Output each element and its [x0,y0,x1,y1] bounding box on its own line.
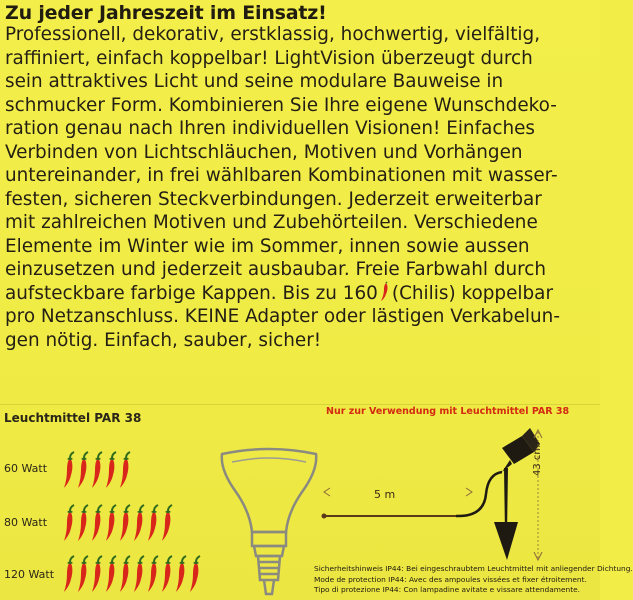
chili-icon [160,504,174,542]
chili-row-120 [62,555,202,593]
cable-length-label: 5 m [374,488,396,501]
safety-line-it: Tipo di protezione IP44: Con lampadine avitate e vissare attendamente. [314,585,580,594]
description-line: Professionell, dekorativ, erstklassig, hochwertig, vielfältig, [5,24,541,45]
chili-icon [104,504,118,542]
chili-icon [132,504,146,542]
spotlight-dimension-figure [306,418,598,568]
safety-line-fr: Mode de protection IP44: Avec des ampoules vissées et fixer étroitement. [314,574,587,584]
watt-label-120: 120 Watt [4,568,55,581]
description-line: Elemente im Winter wie im Sommer, innen sowie aussen [5,235,530,257]
safety-notice [314,564,633,596]
chili-row-60 [62,451,132,489]
description-line: schmucker Form. Kombinieren Sie Ihre eigene Wunschdeko- [5,94,557,116]
chili-icon [76,451,90,489]
description-line: einzusetzen und jederzeit ausbaubar. Freie Farbwahl durch [5,259,547,280]
chili-icon [146,555,160,593]
description-line: untereinander, in frei wählbaren Kombinationen mit wasser- [5,165,558,186]
chili-icon [90,451,104,489]
description-paragraph [5,23,595,352]
description-line: gen nötig. Einfach, sauber, sicher! [5,329,322,351]
section-divider [0,404,600,405]
watt-label-80: 80 Watt [4,516,48,529]
lamp-section-title: Leuchtmittel PAR 38 [4,411,142,425]
chili-icon [104,451,118,489]
description-line: pro Netzanschluss. KEINE Adapter oder lästigen Verkabelun- [5,306,560,327]
description-line: mit zahlreichen Motiven und Zubehörteilen. Verschiedene [5,212,538,233]
chili-icon [380,282,390,302]
usage-note: Nur zur Verwendung mit Leuchtmittel PAR 38 [326,406,570,417]
chili-icon [160,555,174,593]
chili-icon [76,555,90,593]
chili-icon [76,504,90,542]
chili-icon [174,555,188,593]
chili-icon [62,504,76,542]
safety-line-de: Sicherheitshinweis IP44: Bei eingeschraubtem Leuchtmittel mit anliegender Dichtung. [314,564,633,573]
description-line-chili [5,282,595,306]
description-line: Verbinden von Lichtschläuchen, Motiven und Vorhängen [5,141,523,163]
chili-icon [104,555,118,593]
chili-icon [188,555,202,593]
chili-icon [118,555,132,593]
headline: Zu jeder Jahreszeit im Einsatz! [5,2,327,24]
description-line-start: aufsteckbare farbige Kappen. Bis zu 160 [5,282,378,304]
description-line-end: (Chilis) koppelbar [391,282,554,304]
watt-label-60: 60 Watt [4,462,48,475]
chili-row-80 [62,504,174,542]
description-line: raffiniert, einfach koppelbar! LightVision überzeugt durch [5,47,533,69]
stake-height-label: 43 cm [532,444,543,476]
chili-icon [118,451,132,489]
chili-icon [118,504,132,542]
chili-icon [90,555,104,593]
description-line: festen, sicheren Steckverbindungen. Jederzeit erweiterbar [5,188,542,210]
chili-icon [132,555,146,593]
chili-icon [90,504,104,542]
description-line: sein attraktives Licht und seine modulare Bauweise in [5,71,504,92]
chili-icon [62,555,76,593]
chili-icon [146,504,160,542]
description-line: ration genau nach Ihren individuellen Visionen! Einfaches [5,118,535,139]
chili-icon [62,451,76,489]
